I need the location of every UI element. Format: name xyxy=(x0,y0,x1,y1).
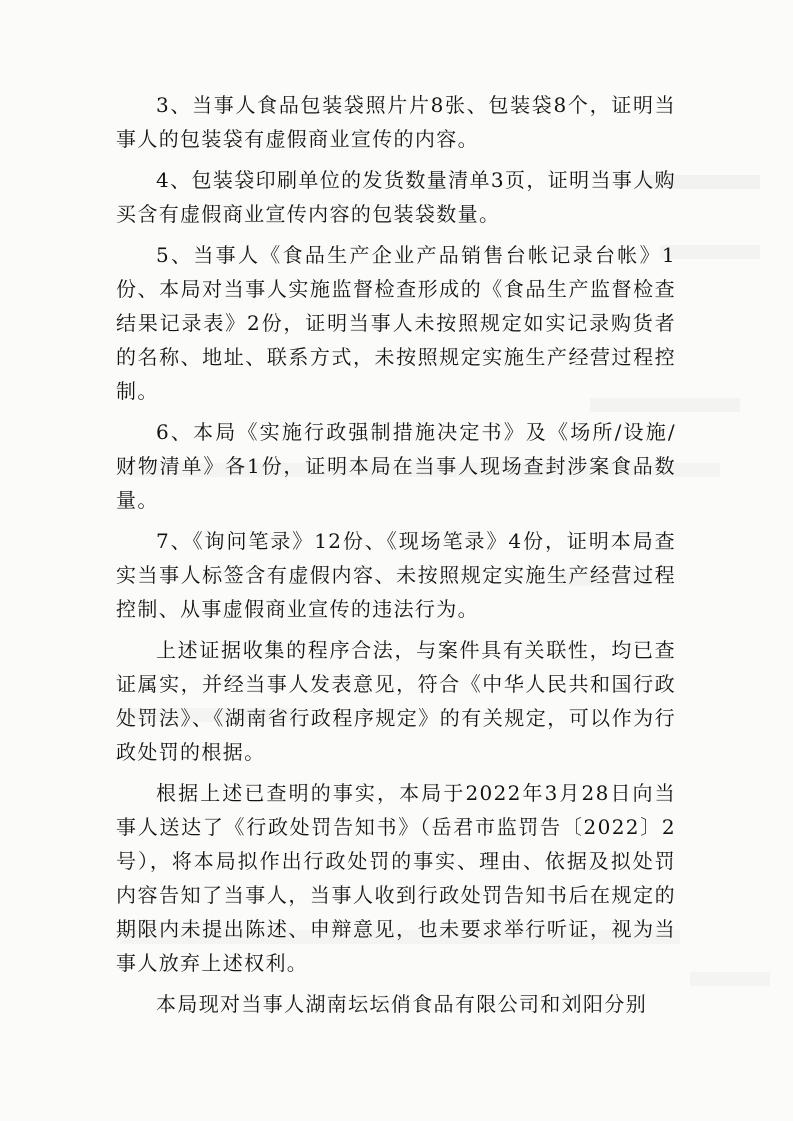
evidence-paragraph-5: 5、当事人《食品生产企业产品销售台帐记录台帐》1份、本局对当事人实施监督检查形成的《食品生产监督检查结果记录表》2份，证明当事人未按照规定如实记录购货者的名称、地址、联系方式，未按照规定实施生产经营过程控制。 xyxy=(116,243,676,403)
evidence-summary-paragraph: 上述证据收集的程序合法，与案件具有关联性，均已查证属实，并经当事人发表意见，符合《中华人民共和国行政处罚法》、《湖南省行政程序规定》的有关规定，可以作为行政处罚的根据。 xyxy=(116,638,676,764)
document-body xyxy=(116,88,676,1028)
decision-paragraph: 本局现对当事人湖南坛坛俏食品有限公司和刘阳分别 xyxy=(156,992,648,1016)
evidence-paragraph-4: 4、包装袋印刷单位的发货数量清单3页，证明当事人购买含有虚假商业宣传内容的包装袋数量。 xyxy=(116,168,676,226)
evidence-paragraph-7: 7、《询问笔录》12份、《现场笔录》4份，证明本局查实当事人标签含有虚假内容、未按照规定实施生产经营过程控制、从事虚假商业宣传的违法行为。 xyxy=(116,529,676,621)
bleed-through-texture xyxy=(690,972,770,986)
evidence-paragraph-3: 3、当事人食品包装袋照片片8张、包装袋8个，证明当事人的包装袋有虚假商业宣传的内容。 xyxy=(116,93,676,151)
evidence-paragraph-6: 6、本局《实施行政强制措施决定书》及《场所/设施/财物清单》各1份，证明本局在当事人现场查封涉案食品数量。 xyxy=(116,420,676,512)
notification-paragraph: 根据上述已查明的事实，本局于2022年3月28日向当事人送达了《行政处罚告知书》（岳君市监罚告〔2022〕2号），将本局拟作出行政处罚的事实、理由、依据及拟处罚内容告知了当事人，当事人收到行政处罚告知书后在规定的期限内未提出陈述、申辩意见，也未要求举行听证，视为当事人放弃上述权利。 xyxy=(116,781,676,975)
